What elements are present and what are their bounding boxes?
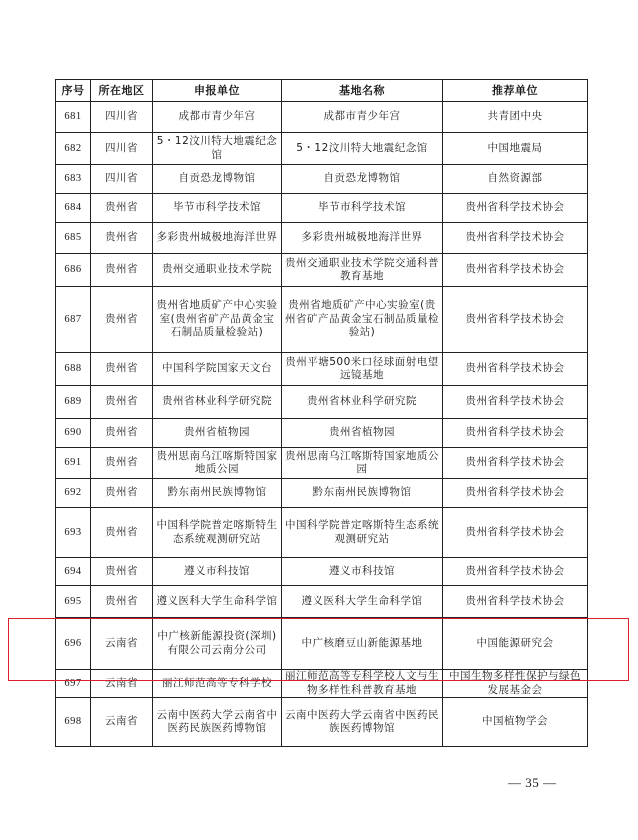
cell-serial-number: 681: [56, 102, 91, 133]
cell-applicant: 贵州省地质矿产中心实验室(贵州省矿产品黄金宝石制品质量检验站): [153, 287, 282, 353]
cell-recommender: 贵州省科学技术协会: [443, 386, 588, 419]
cell-recommender: 贵州省科学技术协会: [443, 194, 588, 223]
cell-applicant: 贵州思南乌江喀斯特国家地质公园: [153, 448, 282, 479]
table-row: [56, 448, 588, 479]
cell-base-name: 自贡恐龙博物馆: [282, 165, 443, 194]
cell-applicant: 丽江师范高等专科学校: [153, 670, 282, 698]
cell-serial-number: 686: [56, 254, 91, 287]
cell-region: 贵州省: [91, 254, 153, 287]
cell-recommender: 中国植物学会: [443, 698, 588, 747]
cell-serial-number: 697: [56, 670, 91, 698]
cell-recommender: 贵州省科学技术协会: [443, 508, 588, 558]
cell-applicant: 中广核新能源投资(深圳)有限公司云南分公司: [153, 618, 282, 670]
table-row: [56, 386, 588, 419]
cell-region: 贵州省: [91, 586, 153, 618]
cell-serial-number: 695: [56, 586, 91, 618]
cell-base-name: 贵州省植物园: [282, 419, 443, 448]
cell-applicant: 中国科学院国家天文台: [153, 353, 282, 386]
cell-base-name: 成都市青少年宫: [282, 102, 443, 133]
cell-recommender: 贵州省科学技术协会: [443, 223, 588, 254]
cell-region: 贵州省: [91, 287, 153, 353]
cell-recommender: 中国地震局: [443, 133, 588, 165]
header-serial-number: 序号: [56, 80, 91, 102]
cell-applicant: 毕节市科学技术馆: [153, 194, 282, 223]
cell-region: 贵州省: [91, 558, 153, 586]
cell-recommender: 贵州省科学技术协会: [443, 419, 588, 448]
cell-applicant: 成都市青少年宫: [153, 102, 282, 133]
cell-applicant: 多彩贵州城极地海洋世界: [153, 223, 282, 254]
table-row: [56, 353, 588, 386]
cell-base-name: 云南中医药大学云南省中医药民族医药博物馆: [282, 698, 443, 747]
cell-recommender: 贵州省科学技术协会: [443, 558, 588, 586]
cell-region: 云南省: [91, 670, 153, 698]
cell-applicant: 遵义医科大学生命科学馆: [153, 586, 282, 618]
cell-base-name: 中国科学院普定喀斯特生态系统观测研究站: [282, 508, 443, 558]
cell-applicant: 遵义市科技馆: [153, 558, 282, 586]
cell-base-name: 毕节市科学技术馆: [282, 194, 443, 223]
cell-applicant: 黔东南州民族博物馆: [153, 479, 282, 508]
cell-recommender: 共青团中央: [443, 102, 588, 133]
table-row: [56, 508, 588, 558]
cell-region: 贵州省: [91, 194, 153, 223]
cell-region: 四川省: [91, 133, 153, 165]
table-row: [56, 223, 588, 254]
cell-region: 四川省: [91, 102, 153, 133]
page-number: — 35 —: [508, 775, 557, 790]
cell-applicant: 贵州交通职业技术学院: [153, 254, 282, 287]
cell-serial-number: 692: [56, 479, 91, 508]
table-row: [56, 479, 588, 508]
cell-base-name: 贵州省地质矿产中心实验室(贵州省矿产品黄金宝石制品质量检验站): [282, 287, 443, 353]
cell-region: 四川省: [91, 165, 153, 194]
cell-base-name: 贵州交通职业技术学院交通科普教育基地: [282, 254, 443, 287]
cell-region: 贵州省: [91, 479, 153, 508]
cell-region: 贵州省: [91, 419, 153, 448]
cell-serial-number: 683: [56, 165, 91, 194]
cell-base-name: 遵义医科大学生命科学馆: [282, 586, 443, 618]
cell-serial-number: 696: [56, 618, 91, 670]
cell-serial-number: 687: [56, 287, 91, 353]
cell-recommender: 自然资源部: [443, 165, 588, 194]
cell-recommender: 中国生物多样性保护与绿色发展基金会: [443, 670, 588, 698]
cell-recommender: 贵州省科学技术协会: [443, 254, 588, 287]
cell-region: 贵州省: [91, 223, 153, 254]
cell-applicant: 贵州省植物园: [153, 419, 282, 448]
header-base-name: 基地名称: [282, 80, 443, 102]
cell-base-name: 贵州思南乌江喀斯特国家地质公园: [282, 448, 443, 479]
cell-region: 贵州省: [91, 386, 153, 419]
cell-region: 贵州省: [91, 448, 153, 479]
cell-region: 云南省: [91, 618, 153, 670]
table-row: [56, 698, 588, 747]
table-row: [56, 670, 588, 698]
cell-base-name: 丽江师范高等专科学校人文与生物多样性科普教育基地: [282, 670, 443, 698]
table-row: [56, 194, 588, 223]
cell-serial-number: 684: [56, 194, 91, 223]
cell-base-name: 贵州省林业科学研究院: [282, 386, 443, 419]
cell-applicant: 贵州省林业科学研究院: [153, 386, 282, 419]
cell-base-name: 黔东南州民族博物馆: [282, 479, 443, 508]
cell-applicant: 自贡恐龙博物馆: [153, 165, 282, 194]
header-applicant: 申报单位: [153, 80, 282, 102]
table-header-row: [56, 80, 588, 102]
table-row: [56, 254, 588, 287]
cell-serial-number: 698: [56, 698, 91, 747]
cell-recommender: 中国能源研究会: [443, 618, 588, 670]
cell-applicant: 5・12汶川特大地震纪念馆: [153, 133, 282, 165]
table-row: [56, 419, 588, 448]
cell-base-name: 5・12汶川特大地震纪念馆: [282, 133, 443, 165]
cell-recommender: 贵州省科学技术协会: [443, 479, 588, 508]
cell-region: 贵州省: [91, 353, 153, 386]
header-recommender: 推荐单位: [443, 80, 588, 102]
cell-serial-number: 690: [56, 419, 91, 448]
header-region: 所在地区: [91, 80, 153, 102]
cell-base-name: 中广核磨豆山新能源基地: [282, 618, 443, 670]
table-row: [56, 102, 588, 133]
cell-serial-number: 691: [56, 448, 91, 479]
table-row: [56, 165, 588, 194]
cell-serial-number: 685: [56, 223, 91, 254]
cell-serial-number: 688: [56, 353, 91, 386]
cell-serial-number: 689: [56, 386, 91, 419]
cell-recommender: 贵州省科学技术协会: [443, 287, 588, 353]
cell-applicant: 云南中医药大学云南省中医药民族医药博物馆: [153, 698, 282, 747]
table-row: [56, 287, 588, 353]
cell-recommender: 贵州省科学技术协会: [443, 586, 588, 618]
table-row: [56, 558, 588, 586]
cell-base-name: 贵州平塘500米口径球面射电望远镜基地: [282, 353, 443, 386]
base-list-table: [55, 79, 588, 747]
cell-applicant: 中国科学院普定喀斯特生态系统观测研究站: [153, 508, 282, 558]
cell-region: 贵州省: [91, 508, 153, 558]
cell-base-name: 遵义市科技馆: [282, 558, 443, 586]
cell-recommender: 贵州省科学技术协会: [443, 448, 588, 479]
cell-serial-number: 693: [56, 508, 91, 558]
table-row: [56, 586, 588, 618]
cell-serial-number: 694: [56, 558, 91, 586]
cell-region: 云南省: [91, 698, 153, 747]
table-row: [56, 618, 588, 670]
cell-recommender: 贵州省科学技术协会: [443, 353, 588, 386]
cell-serial-number: 682: [56, 133, 91, 165]
cell-base-name: 多彩贵州城极地海洋世界: [282, 223, 443, 254]
table-row: [56, 133, 588, 165]
